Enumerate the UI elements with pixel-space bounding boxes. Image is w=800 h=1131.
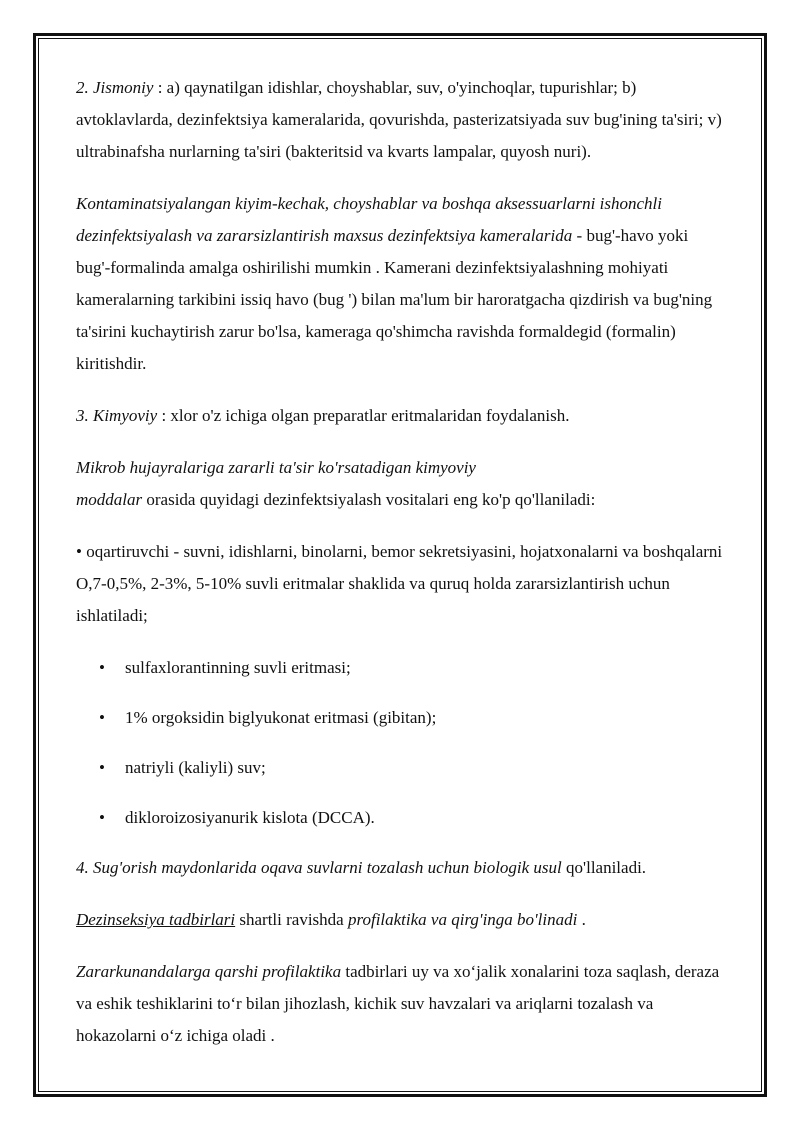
paragraph-chambers [76, 188, 724, 380]
list-item [76, 802, 724, 834]
underline-text: Dezinseksiya tadbirlari [76, 910, 236, 929]
paragraph-text: : a) qaynatilgan idishlar, choyshablar, suv, o'yinchoqlar, tupurishlar; b) avtoklavlarda, dezinfektsiya kameralarida, qovurishda, pasterizatsiyada suv bug'ining ta'siri; v) ultrabinafsha nurlarning ta'siri (bakteritsid va kvarts lampalar, quyosh nuri). [76, 78, 722, 161]
paragraph-disinsection [76, 904, 724, 936]
bullet-icon: • [99, 808, 105, 827]
document-body [76, 72, 724, 1072]
heading-physical: 2. Jismoniy [76, 78, 154, 97]
list-item-text: 1% orgoksidin biglyukonat eritmasi (gibitan); [125, 708, 437, 727]
paragraph-biological [76, 852, 724, 884]
bullet-list [76, 652, 724, 834]
paragraph-physical [76, 72, 724, 168]
paragraph-prevention [76, 956, 724, 1052]
paragraph-text: tadbirlari uy va xo‘jalik xonalarini toza saqlash, deraza va eshik teshiklarini to‘r bilan jihozlash, kichik suv havzalari va ariqlarni tozalash va hokazolarni o‘z ichiga oladi . [76, 962, 720, 1045]
bullet-icon: • [99, 758, 105, 777]
list-item [76, 702, 724, 734]
italic-phrase: Kontaminatsiyalangan kiyim-kechak, choyshablar va boshqa aksessuarlarni ishonchli dezinfektsiyalash va zararsizlantirish maxsus dezinfektsiya kameralarida [76, 194, 662, 245]
paragraph-chemical [76, 400, 724, 432]
bullet-icon: • [99, 658, 105, 677]
list-item-text: dikloroizosiyanurik kislota (DCCA). [125, 808, 375, 827]
paragraph-text: : xlor o'z ichiga olgan preparatlar eritmalaridan foydalanish. [157, 406, 570, 425]
list-item [76, 752, 724, 784]
paragraph-chemical-agents [76, 452, 724, 516]
bullet-icon: • [99, 708, 105, 727]
paragraph-text: - bug'-havo yoki bug'-formalinda amalga oshirilishi mumkin . Kamerani dezinfektsiyalashning mohiyati kameralarning tarkibini issiq havo (bug ') bilan ma'lum bir haroratgacha qizdirish va bug'ning ta'sirini kuchaytirish zarur bo'lsa, kameraga qo'shimcha ravishda formaldegid (formalin) kiritishdir. [76, 226, 713, 373]
italic-phrase: Mikrob hujayralariga zararli ta'sir ko'rsatadigan kimyoviy [76, 458, 476, 477]
heading-chemical: 3. Kimyoviy [76, 406, 158, 425]
list-item-text: sulfaxlorantinning suvli eritmasi; [125, 658, 351, 677]
paragraph-text: . [577, 910, 586, 929]
italic-phrase: profilaktika va qirg'inga bo'linadi [347, 910, 578, 929]
paragraph-text: qo'llaniladi. [561, 858, 647, 877]
paragraph-bleach [76, 536, 724, 632]
list-item [76, 652, 724, 684]
paragraph-text: shartli ravishda [235, 910, 348, 929]
underlined-italic-phrase [76, 910, 235, 929]
heading-biological: 4. Sug'orish maydonlarida oqava suvlarni tozalash uchun biologik usul [76, 858, 562, 877]
paragraph-text: • oqartiruvchi - suvni, idishlarni, binolarni, bemor sekretsiyasini, hojatxonalarni va boshqalarni O,7-0,5%, 2-3%, 5-10% suvli eritmalar shaklida va quruq holda zararsizlantirish uchun ishlatiladi; [76, 542, 723, 625]
paragraph-text: orasida quyidagi dezinfektsiyalash vositalari eng ko'p qo'llaniladi: [142, 490, 596, 509]
italic-phrase: moddalar [76, 490, 143, 509]
list-item-text: natriyli (kaliyli) suv; [125, 758, 266, 777]
italic-phrase: Zararkunandalarga qarshi profilaktika [76, 962, 342, 981]
